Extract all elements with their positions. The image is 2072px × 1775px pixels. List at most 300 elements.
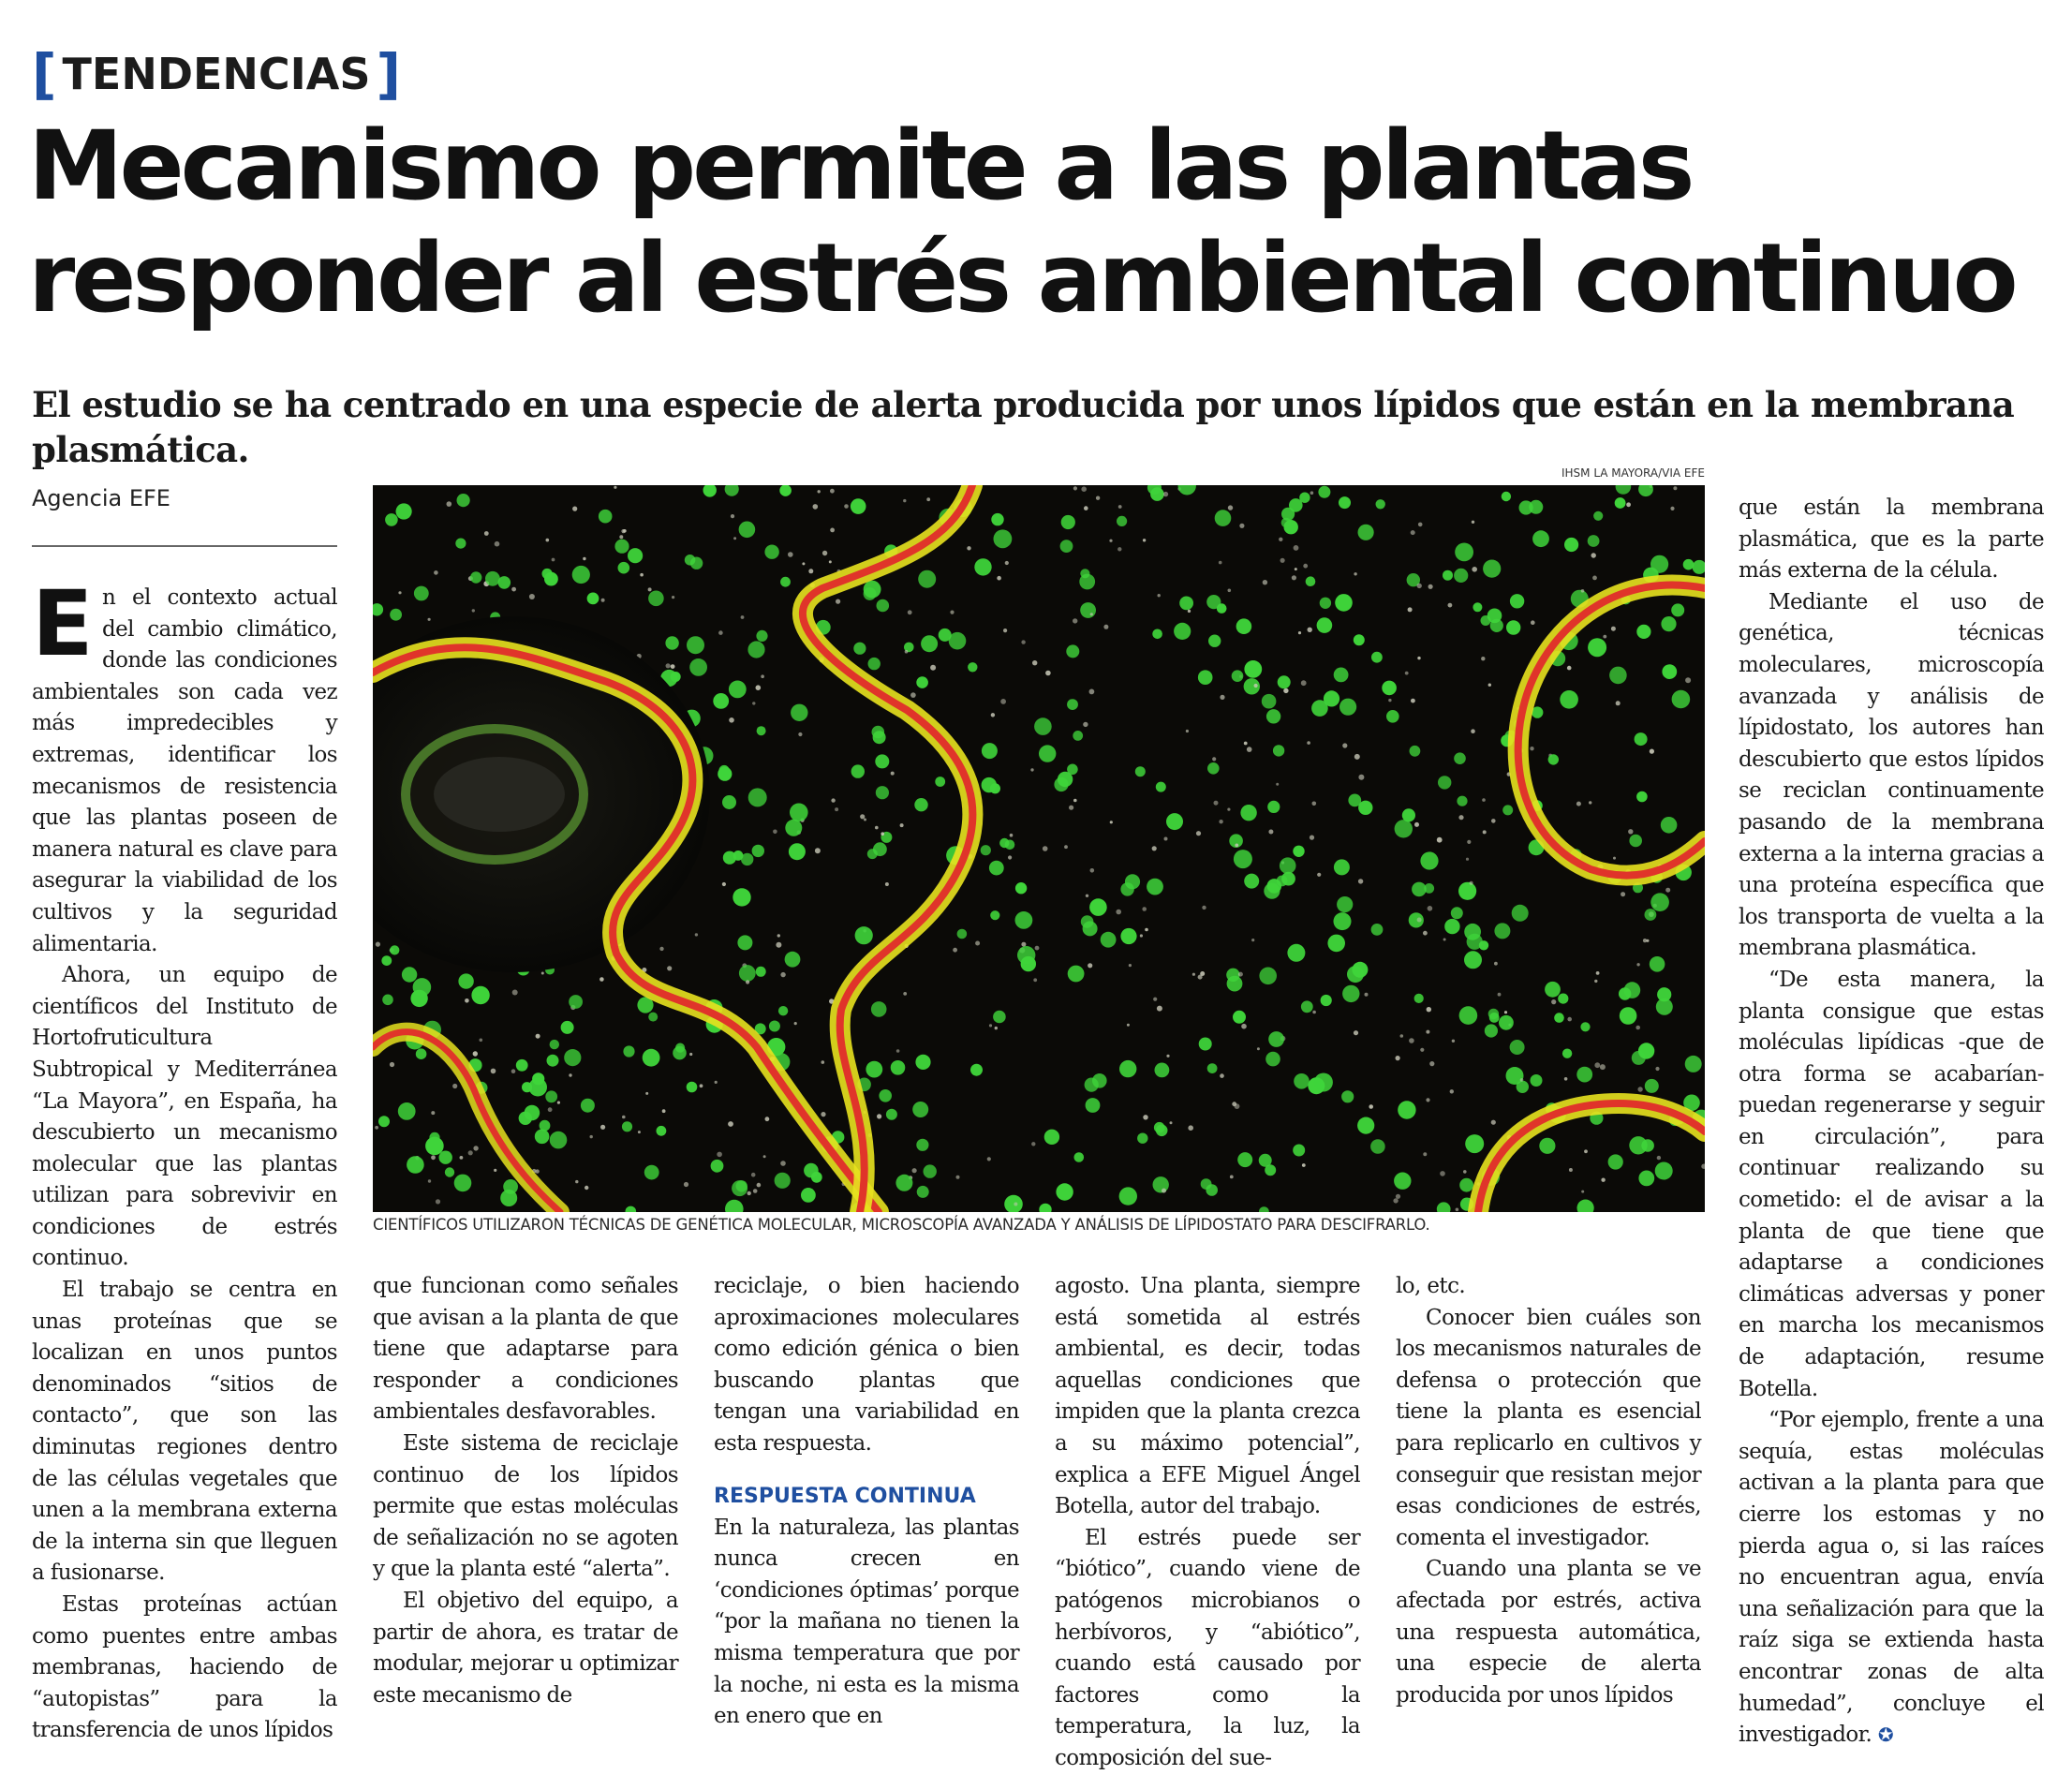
chloroplast-dot: [1201, 1178, 1212, 1190]
speck-dot: [1073, 486, 1077, 490]
speck-dot: [1005, 561, 1009, 565]
chloroplast-dot: [989, 861, 1004, 876]
speck-dot: [1310, 836, 1314, 840]
paragraph: agosto. Una planta, siempre está sometida al estrés ambiental, es decir, todas aquellas condiciones que impiden que la planta crezca a su máximo potencial”, explica a EFE Miguel Ángel Botella, autor del trabajo.: [1055, 1274, 1360, 1519]
speck-dot: [1591, 553, 1596, 557]
speck-dot: [645, 1092, 648, 1095]
chloroplast-dot: [1306, 576, 1316, 586]
speck-dot: [1636, 963, 1639, 966]
chloroplast-dot: [916, 676, 928, 688]
chloroplast-dot: [1632, 1051, 1646, 1065]
chloroplast-dot: [855, 926, 873, 944]
chloroplast-dot: [1341, 1090, 1354, 1102]
speck-dot: [512, 990, 518, 996]
speck-dot: [1116, 910, 1121, 915]
chloroplast-dot: [1317, 617, 1333, 633]
speck-dot: [1584, 1149, 1588, 1153]
speck-dot: [599, 977, 604, 982]
chloroplast-dot: [1311, 700, 1328, 717]
speck-dot: [1192, 973, 1195, 976]
chloroplast-dot: [1485, 1024, 1498, 1037]
section-kicker: [32, 42, 402, 106]
speck-dot: [1420, 1048, 1424, 1052]
chloroplast-dot: [581, 1099, 595, 1113]
speck-dot: [473, 1051, 478, 1056]
chloroplast-dot: [1414, 994, 1424, 1003]
chloroplast-dot: [1174, 623, 1191, 640]
speck-dot: [1219, 820, 1222, 823]
chloroplast-dot: [1645, 909, 1657, 921]
speck-dot: [818, 490, 821, 493]
speck-dot: [1600, 1064, 1606, 1070]
speck-dot: [468, 1150, 473, 1155]
paragraph: Ahora, un equipo de científicos del Instituto de Hortofruticultura Subtropical y Mediterránea “La Mayora”, en España, ha descubierto un mecanismo molecular que las plantas utilizan para sobrevivir en condiciones de estrés continuo.: [32, 963, 337, 1271]
speck-dot: [1263, 580, 1267, 584]
speck-dot: [1646, 939, 1649, 942]
chloroplast-dot: [1206, 595, 1221, 609]
speck-dot: [375, 1126, 378, 1130]
chloroplast-dot: [775, 1173, 791, 1189]
chloroplast-dot: [1226, 969, 1239, 982]
speck-dot: [1032, 660, 1037, 665]
speck-dot: [900, 823, 904, 827]
chloroplast-dot: [1289, 498, 1303, 512]
speck-dot: [1083, 722, 1088, 727]
chloroplast-dot: [503, 1179, 518, 1194]
chloroplast-dot: [924, 1164, 937, 1177]
speck-dot: [1033, 978, 1037, 982]
speck-dot: [1031, 1142, 1035, 1146]
chloroplast-dot: [1455, 543, 1473, 562]
speck-dot: [590, 1135, 593, 1138]
speck-dot: [376, 942, 380, 947]
speck-dot: [1153, 998, 1157, 1001]
chloroplast-dot: [1119, 1060, 1136, 1077]
speck-dot: [1196, 831, 1201, 836]
chloroplast-dot: [917, 1186, 929, 1198]
chloroplast-dot: [868, 658, 881, 670]
speck-dot: [1109, 540, 1112, 542]
speck-dot: [903, 992, 907, 996]
bracket-left: [: [32, 42, 57, 106]
microscopy-photo: [373, 485, 1705, 1212]
paragraph: El objetivo del equipo, a partir de ahora, es tratar de modular, mejorar u optimizar este mecanismo de: [373, 1588, 678, 1708]
chloroplast-dot: [1576, 1067, 1592, 1083]
chloroplast-dot: [886, 1109, 897, 1120]
speck-dot: [741, 615, 745, 619]
speck-dot: [436, 1199, 440, 1204]
chloroplast-dot: [1512, 905, 1529, 922]
speck-dot: [1520, 1078, 1524, 1082]
speck-dot: [1302, 1163, 1306, 1167]
chloroplast-dot: [1588, 535, 1600, 547]
speck-dot: [1456, 1208, 1459, 1212]
speck-dot: [1073, 799, 1077, 803]
chloroplast-dot: [1101, 932, 1117, 948]
chloroplast-dot: [733, 888, 750, 906]
chloroplast-dot: [1125, 874, 1140, 889]
speck-dot: [1592, 576, 1597, 581]
speck-dot: [860, 814, 865, 819]
speck-dot: [950, 611, 954, 614]
speck-dot: [465, 998, 469, 1003]
chloroplast-dot: [1545, 982, 1561, 998]
chloroplast-dot: [769, 1021, 780, 1032]
speck-dot: [1103, 625, 1108, 629]
speck-dot: [1628, 829, 1633, 834]
speck-dot: [802, 562, 805, 565]
speck-dot: [1673, 486, 1677, 490]
speck-dot: [1365, 993, 1369, 997]
speck-dot: [1003, 629, 1007, 632]
speck-dot: [1312, 802, 1317, 806]
chloroplast-dot: [999, 838, 1009, 848]
speck-dot: [991, 713, 995, 717]
speck-dot: [1294, 545, 1299, 551]
speck-dot: [1073, 618, 1077, 623]
speck-dot: [1317, 873, 1321, 877]
chloroplast-dot: [657, 1126, 667, 1136]
chloroplast-dot: [990, 910, 999, 920]
speck-dot: [638, 1131, 641, 1133]
chloroplast-dot: [1334, 668, 1349, 683]
speck-dot: [910, 692, 916, 698]
speck-dot: [1611, 627, 1616, 631]
chloroplast-dot: [1156, 1125, 1168, 1137]
speck-dot: [1257, 1047, 1260, 1050]
speck-dot: [583, 557, 585, 560]
chloroplast-dot: [711, 1160, 724, 1173]
chloroplast-dot: [1402, 808, 1415, 821]
chloroplast-dot: [1490, 619, 1503, 632]
chloroplast-dot: [416, 1048, 427, 1059]
speck-dot: [1417, 657, 1420, 659]
chloroplast-dot: [1615, 497, 1626, 509]
speck-dot: [953, 948, 957, 953]
speck-dot: [831, 798, 835, 802]
speck-dot: [1212, 757, 1216, 761]
chloroplast-dot: [1240, 805, 1256, 821]
chloroplast-dot: [1655, 1162, 1673, 1180]
speck-dot: [1158, 594, 1161, 597]
chloroplast-dot: [545, 1090, 557, 1102]
column-6: [1739, 493, 2044, 1752]
chloroplast-dot: [778, 1006, 788, 1015]
chloroplast-dot: [414, 586, 429, 601]
speck-dot: [885, 882, 889, 886]
chloroplast-dot: [1079, 574, 1095, 590]
speck-dot: [829, 560, 832, 563]
chloroplast-dot: [1424, 883, 1434, 894]
chloroplast-dot: [1635, 732, 1648, 746]
speck-dot: [835, 807, 838, 811]
speck-dot: [473, 1146, 478, 1150]
speck-dot: [728, 1121, 733, 1127]
chloroplast-dot: [1339, 496, 1351, 509]
speck-dot: [447, 501, 452, 507]
speck-dot: [659, 947, 663, 951]
speck-dot: [511, 587, 516, 592]
speck-dot: [1342, 743, 1347, 747]
speck-dot: [575, 1180, 578, 1183]
chloroplast-dot: [1636, 625, 1650, 639]
chloroplast-dot: [1334, 859, 1350, 875]
chloroplast-dot: [522, 1082, 532, 1092]
speck-dot: [1143, 1115, 1147, 1119]
speck-dot: [1417, 918, 1422, 923]
chloroplast-dot: [1301, 1000, 1313, 1013]
chloroplast-dot: [1376, 499, 1385, 509]
speck-dot: [621, 529, 625, 533]
speck-dot: [1163, 492, 1168, 496]
speck-dot: [763, 1155, 766, 1158]
column-2: [373, 1271, 678, 1711]
paragraph: En la naturaleza, las plantas nunca crecen en ‘condiciones óptimas’ porque “por la mañana no tienen la misma temperatura que por la noche, ni esta es la misma en enero que en: [714, 1515, 1019, 1729]
speck-dot: [1186, 730, 1189, 732]
speck-dot: [1164, 837, 1168, 841]
chloroplast-dot: [622, 1121, 632, 1132]
chloroplast-dot: [1117, 516, 1127, 526]
chloroplast-dot: [915, 1055, 930, 1070]
speck-dot: [813, 504, 819, 510]
chloroplast-dot: [439, 1151, 452, 1164]
closing-text: “Por ejemplo, frente a una sequía, estas moléculas activan a la planta para que cierre los estomas y no pierda agua o, si las raíces no encuentran agua, envía una señalización para que la raíz siga se extienda hasta encontrar zonas de alta humedad”, concluye el investigador.: [1739, 1408, 2044, 1748]
speck-dot: [684, 1182, 688, 1187]
chloroplast-dot: [1394, 1173, 1411, 1190]
speck-dot: [1423, 931, 1428, 936]
chloroplast-dot: [1499, 1015, 1514, 1030]
chloroplast-dot: [455, 539, 466, 549]
speck-dot: [1428, 906, 1433, 911]
speck-dot: [1393, 1198, 1398, 1203]
speck-dot: [1581, 589, 1585, 593]
chloroplast-dot: [382, 995, 393, 1006]
speck-dot: [648, 587, 652, 591]
speck-dot: [875, 826, 879, 830]
chloroplast-dot: [587, 593, 599, 605]
speck-dot: [757, 1183, 762, 1188]
chloroplast-dot: [1444, 919, 1459, 934]
chloroplast-dot: [402, 967, 417, 982]
speck-dot: [1467, 840, 1471, 844]
chloroplast-dot: [1382, 681, 1397, 696]
chloroplast-dot: [516, 1059, 528, 1072]
speck-dot: [1228, 505, 1233, 510]
chloroplast-dot: [1135, 766, 1146, 777]
speck-dot: [881, 832, 884, 836]
chloroplast-dot: [1548, 754, 1559, 764]
chloroplast-dot: [935, 777, 945, 787]
speck-dot: [777, 934, 780, 937]
column-4: [1055, 1271, 1360, 1775]
chloroplast-dot: [1494, 923, 1510, 939]
speck-dot: [798, 732, 802, 736]
speck-dot: [689, 1053, 692, 1056]
speck-dot: [1358, 879, 1363, 883]
chloroplast-dot: [957, 929, 968, 939]
speck-dot: [1030, 768, 1033, 771]
speck-dot: [1295, 568, 1297, 570]
speck-dot: [1463, 1170, 1467, 1174]
paragraph: lo, etc.: [1396, 1274, 1466, 1298]
chloroplast-dot: [385, 513, 398, 526]
chloroplast-dot: [1207, 762, 1220, 775]
chloroplast-dot: [780, 577, 791, 587]
chloroplast-dot: [756, 967, 766, 977]
chloroplast-dot: [1479, 940, 1488, 950]
chloroplast-dot: [737, 935, 752, 950]
speck-dot: [1084, 506, 1088, 510]
chloroplast-dot: [1636, 791, 1648, 803]
chloroplast-dot: [970, 1064, 983, 1076]
chloroplast-dot: [1092, 1073, 1107, 1088]
chloroplast-dot: [1454, 752, 1466, 764]
speck-dot: [1564, 1077, 1568, 1081]
speck-dot: [753, 1189, 758, 1193]
speck-dot: [1482, 798, 1486, 802]
speck-dot: [1157, 1006, 1162, 1012]
chloroplast-dot: [1683, 559, 1695, 570]
speck-dot: [619, 535, 623, 539]
column-5: [1396, 1271, 1701, 1711]
chloroplast-dot: [1348, 794, 1361, 807]
speck-dot: [1045, 671, 1051, 676]
speck-dot: [1603, 635, 1606, 639]
speck-dot: [967, 546, 970, 550]
speck-dot: [1014, 1203, 1017, 1206]
end-mark-icon: ✪: [1877, 1723, 1894, 1747]
speck-dot: [765, 1117, 770, 1121]
chloroplast-dot: [673, 1046, 687, 1060]
speck-dot: [1470, 881, 1473, 885]
chloroplast-dot: [1564, 538, 1578, 552]
chloroplast-dot: [1661, 616, 1676, 631]
speck-dot: [1219, 561, 1222, 565]
speck-dot: [773, 830, 777, 835]
chloroplast-dot: [747, 641, 764, 658]
speck-dot: [1613, 857, 1616, 860]
chloroplast-dot: [994, 529, 1013, 548]
chloroplast-dot: [974, 558, 991, 575]
speck-dot: [511, 1069, 516, 1073]
speck-dot: [1143, 539, 1146, 541]
chloroplast-dot: [876, 786, 889, 799]
paragraph: reciclaje, o bien haciendo aproximaciones moleculares como edición génica o bien buscando plantas que tengan una variabilidad en esta respuesta.: [714, 1274, 1019, 1456]
speck-dot: [1254, 684, 1258, 688]
chloroplast-dot: [1119, 1187, 1137, 1205]
speck-dot: [746, 980, 749, 984]
chloroplast-dot: [1334, 912, 1352, 930]
paragraph: Este sistema de reciclaje continuo de los lípidos permite que estas moléculas de señalización no se agoten y que la planta esté “alerta”.: [373, 1430, 678, 1582]
speck-dot: [667, 966, 672, 970]
speck-dot: [1443, 939, 1446, 941]
chloroplast-dot: [1321, 995, 1332, 1006]
chloroplast-dot: [1502, 805, 1513, 815]
speck-dot: [1635, 1026, 1640, 1030]
chloroplast-dot: [1386, 710, 1399, 723]
speck-dot: [1086, 895, 1088, 897]
speck-dot: [700, 1084, 703, 1087]
speck-dot: [1481, 657, 1485, 660]
chloroplast-dot: [1259, 968, 1277, 985]
speck-dot: [1567, 1017, 1572, 1022]
speck-dot: [1594, 980, 1597, 983]
speck-dot: [1200, 971, 1205, 976]
speck-dot: [1369, 1104, 1373, 1109]
speck-dot: [1145, 928, 1148, 932]
chloroplast-dot: [614, 540, 629, 554]
speck-dot: [877, 1114, 881, 1118]
chloroplast-dot: [1473, 602, 1482, 612]
chloroplast-dot: [1685, 1056, 1702, 1072]
speck-dot: [495, 541, 500, 547]
chloroplast-dot: [390, 609, 402, 621]
speck-dot: [431, 1155, 436, 1160]
speck-dot: [1448, 603, 1453, 608]
speck-dot: [987, 1157, 991, 1161]
speck-dot: [1409, 1038, 1414, 1043]
speck-dot: [548, 1107, 553, 1112]
speck-dot: [541, 972, 544, 975]
chloroplast-dot: [741, 853, 753, 865]
chloroplast-dot: [1459, 1178, 1473, 1192]
speck-dot: [1621, 892, 1625, 896]
speck-dot: [1665, 888, 1670, 893]
chloroplast-dot: [1337, 896, 1353, 912]
chloroplast-dot: [1265, 1164, 1276, 1176]
speck-dot: [1388, 699, 1391, 702]
speck-dot: [1214, 801, 1219, 806]
chloroplast-dot: [1588, 638, 1606, 657]
chloroplast-dot: [871, 1001, 887, 1017]
speck-dot: [1596, 971, 1600, 975]
chloroplast-dot: [877, 599, 890, 613]
speck-dot: [776, 942, 781, 948]
speck-dot: [844, 504, 849, 509]
byline-rule: [32, 545, 337, 547]
chloroplast-dot: [398, 1102, 416, 1120]
chloroplast-dot: [1335, 594, 1353, 612]
speck-dot: [1166, 1055, 1169, 1058]
speck-dot: [1418, 523, 1423, 527]
chloroplast-dot: [713, 693, 729, 709]
chloroplast-dot: [1198, 670, 1213, 685]
speck-dot: [1483, 830, 1487, 834]
speck-dot: [460, 1156, 464, 1160]
speck-dot: [1235, 1103, 1240, 1109]
speck-dot: [494, 1169, 496, 1172]
speck-dot: [1298, 631, 1301, 634]
speck-dot: [1152, 846, 1157, 851]
chloroplast-dot: [764, 545, 778, 559]
chloroplast-dot: [1443, 570, 1453, 581]
speck-dot: [731, 514, 734, 518]
speck-dot: [1569, 1168, 1573, 1172]
column-3: [714, 1271, 1019, 1733]
chloroplast-dot: [564, 1049, 581, 1066]
speck-dot: [569, 1073, 571, 1076]
speck-dot: [1021, 942, 1026, 947]
chloroplast-dot: [689, 658, 707, 676]
speck-dot: [1228, 589, 1232, 593]
speck-dot: [1292, 575, 1296, 580]
speck-dot: [1142, 907, 1147, 911]
paragraph: [1739, 1405, 2044, 1752]
speck-dot: [761, 674, 764, 678]
speck-dot: [830, 528, 835, 533]
chloroplast-dot: [1464, 951, 1482, 969]
chloroplast-dot: [1166, 813, 1183, 830]
